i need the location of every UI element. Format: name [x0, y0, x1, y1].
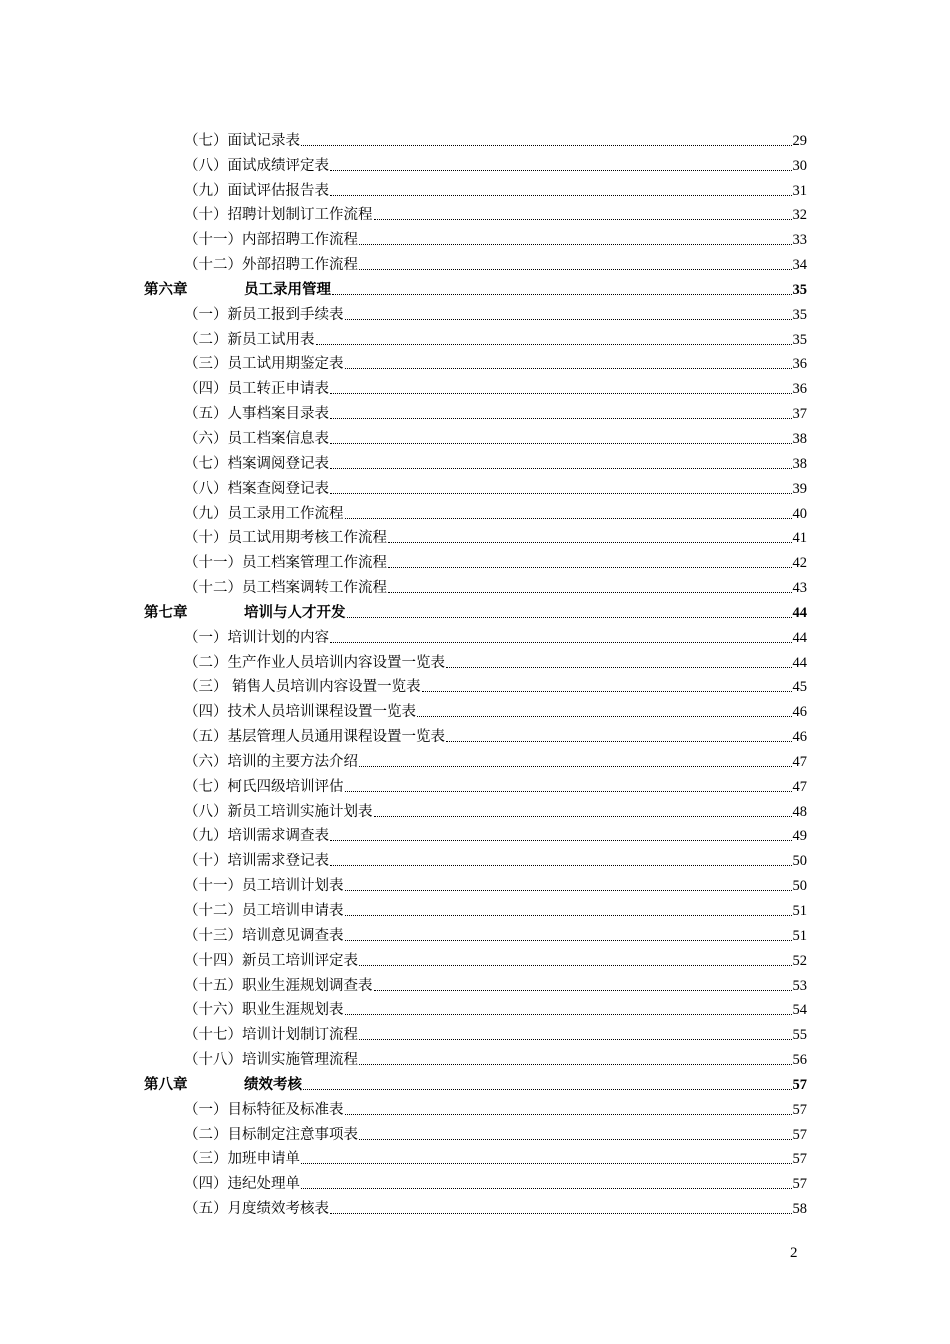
toc-entry[interactable] — [144, 473, 807, 498]
toc-entry-title: （九）面试评估报告表 — [184, 182, 329, 199]
toc-page-number: 57 — [792, 1101, 807, 1118]
toc-page-number: 58 — [792, 1201, 807, 1218]
dot-leader — [330, 195, 792, 196]
dot-leader — [345, 915, 792, 916]
chapter-title: 绩效考核 — [244, 1075, 302, 1093]
toc-entry-title: （八）档案查阅登记表 — [184, 480, 329, 497]
toc-entry-title: （二）生产作业人员培训内容设置一览表 — [184, 654, 445, 671]
toc-entry-title: （十六）职业生涯规划表 — [184, 1002, 344, 1019]
toc-page-number: 53 — [792, 977, 807, 994]
toc-entry-title: （十五）职业生涯规划调查表 — [184, 977, 373, 994]
toc-entry-title: （十四）新员工培训评定表 — [184, 952, 358, 969]
toc-entry-title: （八）新员工培训实施计划表 — [184, 803, 373, 820]
dot-leader — [345, 368, 792, 369]
toc-entry[interactable] — [144, 423, 807, 448]
dot-leader — [301, 1188, 792, 1189]
toc-entry[interactable] — [144, 721, 807, 746]
toc-entry-title: （七）档案调阅登记表 — [184, 455, 329, 472]
toc-entry[interactable] — [144, 1168, 807, 1193]
dot-leader — [330, 840, 792, 841]
dot-leader — [332, 294, 792, 295]
toc-entry[interactable] — [144, 647, 807, 672]
toc-page-number: 34 — [792, 257, 807, 274]
toc-page-number: 55 — [792, 1027, 807, 1044]
toc-entry[interactable] — [144, 1019, 807, 1044]
dot-leader — [345, 791, 792, 792]
dot-leader — [345, 890, 792, 891]
toc-page-number: 33 — [792, 232, 807, 249]
dot-leader — [359, 1139, 792, 1140]
toc-page-number: 50 — [792, 853, 807, 870]
toc-page-number: 35 — [792, 281, 807, 298]
toc-entry-title: （一）培训计划的内容 — [184, 629, 329, 646]
toc-page-number: 40 — [792, 505, 807, 522]
toc-page-number: 36 — [792, 356, 807, 373]
dot-leader — [359, 244, 792, 245]
toc-page-number: 37 — [792, 406, 807, 423]
toc-entry[interactable] — [144, 1094, 807, 1119]
dot-leader — [359, 269, 792, 270]
toc-entry[interactable] — [144, 547, 807, 572]
chapter-title: 培训与人才开发 — [244, 603, 346, 621]
toc-entry[interactable] — [144, 746, 807, 771]
dot-leader — [330, 493, 792, 494]
dot-leader — [388, 542, 792, 543]
dot-leader — [374, 990, 792, 991]
dot-leader — [422, 691, 792, 692]
toc-page-number: 46 — [792, 729, 807, 746]
toc-page-number: 45 — [792, 679, 807, 696]
dot-leader — [388, 592, 792, 593]
chapter-title: 员工录用管理 — [244, 280, 331, 298]
dot-leader — [301, 145, 792, 146]
dot-leader — [359, 766, 792, 767]
toc-entry-title: （七）面试记录表 — [184, 132, 300, 149]
dot-leader — [303, 1089, 792, 1090]
dot-leader — [345, 319, 792, 320]
toc-page-number: 51 — [792, 903, 807, 919]
toc-entry[interactable] — [144, 970, 807, 995]
toc-page-number: 46 — [792, 704, 807, 721]
toc-page-number: 52 — [792, 952, 807, 969]
toc-entry[interactable] — [144, 1144, 807, 1169]
toc-entry[interactable] — [144, 672, 807, 697]
toc-entry-title: （十三）培训意见调查表 — [184, 927, 344, 944]
toc-entry-title: （九）培训需求调查表 — [184, 828, 329, 845]
toc-entry-title: （三） 销售人员培训内容设置一览表 — [184, 679, 421, 696]
toc-entry-title: （七）柯氏四级培训评估 — [184, 778, 344, 795]
toc-page-number: 38 — [792, 455, 807, 472]
chapter-number: 第七章 — [144, 603, 188, 621]
toc-entry-title: （十）招聘计划制订工作流程 — [184, 207, 373, 224]
toc-page-number: 35 — [792, 306, 807, 323]
dot-leader — [330, 468, 792, 469]
dot-leader — [301, 1163, 792, 1164]
toc-entry-title: （十一）员工培训计划表 — [184, 878, 344, 895]
toc-entry-title: （一）新员工报到手续表 — [184, 306, 344, 323]
toc-entry-title: （十二）员工档案调转工作流程 — [184, 580, 387, 597]
toc-entry-title: （一）目标特征及标准表 — [184, 1101, 344, 1118]
dot-leader — [330, 1213, 792, 1214]
toc-entry[interactable] — [144, 224, 807, 249]
toc-page-number: 47 — [792, 753, 807, 770]
toc-entry[interactable] — [144, 349, 807, 374]
toc-page-number: 32 — [792, 207, 807, 224]
toc-entry-title: （八）面试成绩评定表 — [184, 157, 329, 174]
toc-page-number: 29 — [792, 132, 807, 149]
toc-entry[interactable] — [144, 845, 807, 870]
toc-entry[interactable] — [144, 498, 807, 523]
toc-entry[interactable] — [144, 920, 807, 945]
toc-chapter-entry[interactable] — [144, 274, 807, 299]
toc-entry[interactable] — [144, 696, 807, 721]
toc-page-number: 47 — [792, 778, 807, 795]
toc-page-number: 54 — [792, 1002, 807, 1019]
toc-entry-title: （五）月度绩效考核表 — [184, 1201, 329, 1218]
dot-leader — [345, 1014, 792, 1015]
dot-leader — [374, 219, 792, 220]
dot-leader — [374, 816, 792, 817]
toc-page-number: 38 — [792, 430, 807, 447]
dot-leader — [388, 567, 792, 568]
toc-entry-title: （六）员工档案信息表 — [184, 430, 329, 447]
toc-entry[interactable] — [144, 175, 807, 200]
toc-entry-title: （十）培训需求登记表 — [184, 853, 329, 870]
dot-leader — [359, 1064, 792, 1065]
toc-entry[interactable] — [144, 299, 807, 324]
dot-leader — [330, 865, 792, 866]
chapter-number: 第六章 — [144, 280, 188, 298]
dot-leader — [359, 1039, 792, 1040]
toc-page-number: 57 — [792, 1126, 807, 1143]
toc-page-number: 51 — [792, 927, 807, 944]
toc-page-number: 56 — [792, 1052, 807, 1069]
dot-leader — [330, 393, 792, 394]
toc-page-number: 44 — [792, 604, 807, 621]
dot-leader — [345, 518, 792, 519]
toc-entry-title — [144, 604, 346, 622]
toc-page-number: 57 — [792, 1076, 807, 1093]
toc-entry-title: （四）技术人员培训课程设置一览表 — [184, 704, 416, 721]
table-of-contents — [144, 125, 807, 1218]
toc-entry[interactable] — [144, 1119, 807, 1144]
toc-page-number: 39 — [792, 480, 807, 497]
toc-entry[interactable] — [144, 771, 807, 796]
toc-entry[interactable] — [144, 622, 807, 647]
dot-leader — [359, 965, 792, 966]
toc-entry-title: （十二）员工培训申请表 — [184, 903, 344, 919]
toc-page-number: 48 — [792, 803, 807, 820]
toc-entry-title: （五）人事档案目录表 — [184, 406, 329, 423]
toc-entry-title: （二）目标制定注意事项表 — [184, 1126, 358, 1143]
dot-leader — [446, 741, 792, 742]
toc-entry-title — [144, 281, 331, 299]
toc-page-number: 44 — [792, 629, 807, 646]
toc-entry[interactable] — [144, 1193, 807, 1218]
dot-leader — [347, 617, 792, 618]
toc-entry[interactable] — [144, 249, 807, 274]
dot-leader — [330, 642, 792, 643]
chapter-number: 第八章 — [144, 1075, 188, 1093]
toc-entry[interactable] — [144, 870, 807, 895]
toc-page-number: 41 — [792, 530, 807, 547]
toc-entry-title: （十一）内部招聘工作流程 — [184, 232, 358, 249]
toc-entry-title: （五）基层管理人员通用课程设置一览表 — [184, 729, 445, 746]
toc-entry-title: （十）员工试用期考核工作流程 — [184, 530, 387, 547]
toc-entry[interactable] — [144, 373, 807, 398]
toc-entry-title: （九）员工录用工作流程 — [184, 505, 344, 522]
toc-entry-title: （四）违纪处理单 — [184, 1176, 300, 1193]
toc-entry[interactable] — [144, 945, 807, 970]
toc-entry-title: （四）员工转正申请表 — [184, 381, 329, 398]
toc-entry[interactable] — [144, 895, 807, 920]
toc-page-number: 44 — [792, 654, 807, 671]
page-number: 2 — [790, 1245, 798, 1261]
toc-entry-title: （二）新员工试用表 — [184, 331, 315, 348]
toc-entry[interactable] — [144, 995, 807, 1020]
toc-entry-title: （三）员工试用期鉴定表 — [184, 356, 344, 373]
toc-page-number: 43 — [792, 580, 807, 597]
toc-entry[interactable] — [144, 448, 807, 473]
toc-entry-title: （十八）培训实施管理流程 — [184, 1052, 358, 1069]
toc-entry-title: （十二）外部招聘工作流程 — [184, 257, 358, 274]
toc-entry-title — [144, 1076, 302, 1094]
toc-page-number: 57 — [792, 1176, 807, 1193]
toc-entry-title: （三）加班申请单 — [184, 1151, 300, 1168]
toc-chapter-entry[interactable] — [144, 597, 807, 622]
toc-entry[interactable] — [144, 572, 807, 597]
toc-entry[interactable] — [144, 821, 807, 846]
dot-leader — [345, 1114, 792, 1115]
toc-page-number: 57 — [792, 1151, 807, 1168]
dot-leader — [345, 940, 792, 941]
toc-page-number: 42 — [792, 555, 807, 572]
toc-entry-title: （六）培训的主要方法介绍 — [184, 753, 358, 770]
toc-entry[interactable] — [144, 1044, 807, 1069]
toc-entry-title: （十七）培训计划制订流程 — [184, 1027, 358, 1044]
toc-page-number: 35 — [792, 331, 807, 348]
toc-chapter-entry[interactable] — [144, 1069, 807, 1094]
toc-entry[interactable] — [144, 324, 807, 349]
toc-page-number: 36 — [792, 381, 807, 398]
toc-entry[interactable] — [144, 150, 807, 175]
toc-entry[interactable] — [144, 523, 807, 548]
toc-entry[interactable] — [144, 200, 807, 225]
dot-leader — [330, 170, 792, 171]
toc-entry-title: （十一）员工档案管理工作流程 — [184, 555, 387, 572]
toc-page-number: 50 — [792, 878, 807, 895]
toc-page-number: 30 — [792, 157, 807, 174]
toc-entry[interactable] — [144, 398, 807, 423]
dot-leader — [446, 667, 792, 668]
toc-page-number: 49 — [792, 828, 807, 845]
dot-leader — [316, 344, 792, 345]
toc-page-number: 31 — [792, 182, 807, 199]
toc-entry[interactable] — [144, 125, 807, 150]
dot-leader — [330, 418, 792, 419]
dot-leader — [417, 716, 792, 717]
dot-leader — [330, 443, 792, 444]
toc-entry[interactable] — [144, 796, 807, 821]
